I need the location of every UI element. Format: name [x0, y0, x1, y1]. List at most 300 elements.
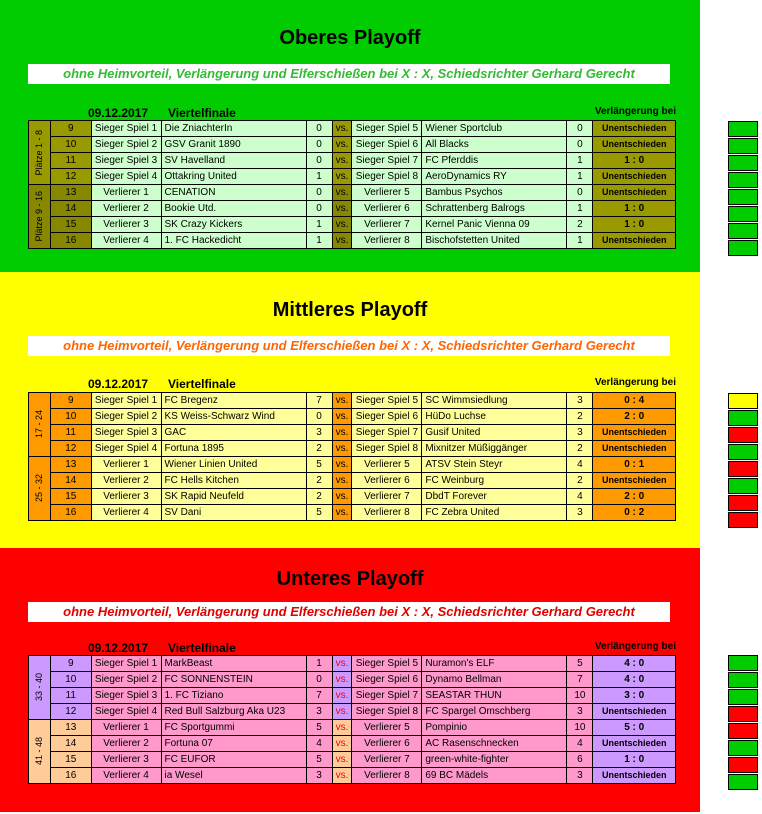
source-label-away: Sieger Spiel 8: [352, 441, 422, 457]
source-label-home: Sieger Spiel 3: [91, 688, 161, 704]
vs-separator: vs.: [332, 505, 352, 521]
middle-playoff-panel: [0, 272, 700, 548]
status-square: [728, 672, 758, 688]
vs-separator: vs.: [332, 473, 352, 489]
bracket-table: [28, 392, 676, 521]
match-row: [29, 393, 676, 409]
source-label-home: Verlierer 1: [91, 185, 161, 201]
game-number: 16: [50, 505, 91, 521]
source-label-away: Verlierer 8: [352, 505, 422, 521]
home-score: 3: [306, 425, 332, 441]
home-team: ia Wesel: [161, 768, 306, 784]
match-row: [29, 233, 676, 249]
source-label-away: Sieger Spiel 5: [352, 393, 422, 409]
source-label-away: Verlierer 7: [352, 752, 422, 768]
match-row: [29, 217, 676, 233]
status-square: [728, 444, 758, 460]
status-square: [728, 461, 758, 477]
game-number: 14: [50, 736, 91, 752]
away-team: SEASTAR THUN: [422, 688, 567, 704]
game-number: 15: [50, 217, 91, 233]
vs-separator: vs.: [332, 736, 352, 752]
source-label-away: Sieger Spiel 5: [352, 121, 422, 137]
source-label-away: Verlierer 8: [352, 233, 422, 249]
away-team: All Blacks: [422, 137, 567, 153]
home-team: Ottakring United: [161, 169, 306, 185]
status-square: [728, 689, 758, 705]
source-label-home: Verlierer 4: [91, 505, 161, 521]
home-score: 7: [306, 393, 332, 409]
overtime-result: 1 : 0: [593, 217, 676, 233]
source-label-away: Verlierer 6: [352, 736, 422, 752]
overtime-result: Unentschieden: [593, 473, 676, 489]
vs-separator: vs.: [332, 409, 352, 425]
source-label-away: Sieger Spiel 8: [352, 169, 422, 185]
status-square: [728, 189, 758, 205]
away-team: FC Weinburg: [422, 473, 567, 489]
away-team: AeroDynamics RY: [422, 169, 567, 185]
match-row: [29, 656, 676, 672]
source-label-away: Verlierer 6: [352, 201, 422, 217]
game-number: 14: [50, 201, 91, 217]
vs-separator: vs.: [332, 672, 352, 688]
home-team: KS Weiss-Schwarz Wind: [161, 409, 306, 425]
match-row: [29, 505, 676, 521]
source-label-home: Sieger Spiel 1: [91, 121, 161, 137]
overtime-result: 1 : 0: [593, 752, 676, 768]
group-label: [29, 185, 51, 249]
source-label-home: Sieger Spiel 3: [91, 425, 161, 441]
match-row: [29, 473, 676, 489]
home-team: Fortuna 1895: [161, 441, 306, 457]
rules-banner: ohne Heimvorteil, Verlängerung und Elferschießen bei X : X, Schiedsrichter Gerhard Gerecht: [28, 336, 670, 356]
source-label-home: Verlierer 2: [91, 201, 161, 217]
away-team: DbdT Forever: [422, 489, 567, 505]
overtime-result: 3 : 0: [593, 688, 676, 704]
match-row: [29, 688, 676, 704]
match-date: 09.12.2017: [88, 641, 149, 655]
vs-separator: vs.: [332, 121, 352, 137]
overtime-result: 1 : 0: [593, 153, 676, 169]
group-label-text: Plätze 1 - 8: [34, 129, 44, 176]
game-number: 11: [50, 425, 91, 441]
source-label-away: Sieger Spiel 7: [352, 425, 422, 441]
rules-banner: ohne Heimvorteil, Verlängerung und Elferschießen bei X : X, Schiedsrichter Gerhard Gerecht: [28, 602, 670, 622]
round-label: Viertelfinale: [168, 106, 236, 120]
vs-separator: vs.: [332, 137, 352, 153]
source-label-away: Sieger Spiel 6: [352, 137, 422, 153]
home-score: 1: [306, 217, 332, 233]
status-square: [728, 495, 758, 511]
away-score: 10: [567, 720, 593, 736]
home-score: 0: [306, 185, 332, 201]
away-score: 1: [567, 201, 593, 217]
overtime-label: Verlängerung bei: [594, 106, 676, 117]
source-label-away: Sieger Spiel 5: [352, 656, 422, 672]
overtime-result: Unentschieden: [593, 233, 676, 249]
overtime-result: 2 : 0: [593, 409, 676, 425]
away-team: Mixnitzer Müßiggänger: [422, 441, 567, 457]
source-label-home: Verlierer 3: [91, 752, 161, 768]
game-number: 11: [50, 688, 91, 704]
overtime-label: Verlängerung bei: [594, 641, 676, 652]
source-label-home: Verlierer 3: [91, 217, 161, 233]
match-row: [29, 768, 676, 784]
away-score: 4: [567, 736, 593, 752]
source-label-away: Sieger Spiel 6: [352, 672, 422, 688]
home-team: Fortuna 07: [161, 736, 306, 752]
match-row: [29, 169, 676, 185]
game-number: 16: [50, 768, 91, 784]
home-team: 1. FC Hackedicht: [161, 233, 306, 249]
vs-separator: vs.: [332, 688, 352, 704]
game-number: 9: [50, 393, 91, 409]
overtime-result: Unentschieden: [593, 441, 676, 457]
vs-separator: vs.: [332, 752, 352, 768]
game-number: 13: [50, 457, 91, 473]
vs-separator: vs.: [332, 720, 352, 736]
home-team: MarkBeast: [161, 656, 306, 672]
status-square: [728, 723, 758, 739]
overtime-label: Verlängerung bei: [594, 377, 676, 388]
match-row: [29, 121, 676, 137]
overtime-result: 4 : 0: [593, 672, 676, 688]
source-label-away: Verlierer 8: [352, 768, 422, 784]
away-team: Schrattenberg Balrogs: [422, 201, 567, 217]
overtime-result: Unentschieden: [593, 704, 676, 720]
away-team: Nuramon's ELF: [422, 656, 567, 672]
home-team: FC Sportgummi: [161, 720, 306, 736]
game-number: 11: [50, 153, 91, 169]
away-score: 2: [567, 473, 593, 489]
status-square: [728, 155, 758, 171]
away-score: 3: [567, 704, 593, 720]
match-date: 09.12.2017: [88, 106, 149, 120]
overtime-result: Unentschieden: [593, 121, 676, 137]
home-team: FC Bregenz: [161, 393, 306, 409]
home-team: SK Crazy Kickers: [161, 217, 306, 233]
home-team: CENATION: [161, 185, 306, 201]
home-team: GAC: [161, 425, 306, 441]
away-score: 10: [567, 688, 593, 704]
match-row: [29, 185, 676, 201]
match-row: [29, 457, 676, 473]
overtime-result: 0 : 2: [593, 505, 676, 521]
round-label: Viertelfinale: [168, 377, 236, 391]
away-team: FC Spargel Omschberg: [422, 704, 567, 720]
match-row: [29, 720, 676, 736]
home-score: 4: [306, 736, 332, 752]
home-score: 3: [306, 704, 332, 720]
overtime-result: Unentschieden: [593, 137, 676, 153]
source-label-away: Verlierer 7: [352, 489, 422, 505]
rules-banner: ohne Heimvorteil, Verlängerung und Elferschießen bei X : X, Schiedsrichter Gerhard Gerecht: [28, 64, 670, 84]
away-score: 0: [567, 137, 593, 153]
game-number: 12: [50, 169, 91, 185]
bracket-table: [28, 120, 676, 249]
home-score: 2: [306, 489, 332, 505]
group-label-text: 25 - 32: [34, 474, 44, 503]
home-score: 2: [306, 441, 332, 457]
vs-separator: vs.: [332, 169, 352, 185]
status-square: [728, 757, 758, 773]
overtime-result: Unentschieden: [593, 736, 676, 752]
overtime-result: 2 : 0: [593, 489, 676, 505]
home-score: 5: [306, 752, 332, 768]
away-score: 1: [567, 169, 593, 185]
group-label: [29, 393, 51, 457]
vs-separator: vs.: [332, 768, 352, 784]
source-label-home: Verlierer 1: [91, 720, 161, 736]
away-team: FC Zebra United: [422, 505, 567, 521]
away-score: 3: [567, 505, 593, 521]
away-score: 2: [567, 409, 593, 425]
source-label-home: Sieger Spiel 1: [91, 393, 161, 409]
away-team: Wiener Sportclub: [422, 121, 567, 137]
status-square: [728, 740, 758, 756]
top-playoff-panel: [0, 0, 700, 272]
home-team: FC SONNENSTEIN: [161, 672, 306, 688]
vs-separator: vs.: [332, 457, 352, 473]
round-header: [28, 106, 676, 120]
away-team: Dynamo Bellman: [422, 672, 567, 688]
game-number: 13: [50, 720, 91, 736]
source-label-home: Sieger Spiel 3: [91, 153, 161, 169]
home-score: 5: [306, 505, 332, 521]
vs-separator: vs.: [332, 656, 352, 672]
source-label-away: Verlierer 5: [352, 457, 422, 473]
source-label-away: Verlierer 7: [352, 217, 422, 233]
status-square: [728, 206, 758, 222]
game-number: 10: [50, 409, 91, 425]
source-label-away: Verlierer 5: [352, 185, 422, 201]
source-label-away: Sieger Spiel 7: [352, 688, 422, 704]
game-number: 12: [50, 441, 91, 457]
status-square: [728, 655, 758, 671]
away-score: 1: [567, 233, 593, 249]
vs-separator: vs.: [332, 489, 352, 505]
group-label-text: 41 - 48: [34, 737, 44, 766]
match-row: [29, 137, 676, 153]
vs-separator: vs.: [332, 201, 352, 217]
source-label-home: Sieger Spiel 2: [91, 137, 161, 153]
away-score: 3: [567, 393, 593, 409]
home-score: 1: [306, 233, 332, 249]
home-team: 1. FC Tiziano: [161, 688, 306, 704]
away-score: 7: [567, 672, 593, 688]
source-label-home: Sieger Spiel 4: [91, 704, 161, 720]
home-team: Die ZniachterIn: [161, 121, 306, 137]
away-score: 5: [567, 656, 593, 672]
match-row: [29, 752, 676, 768]
status-square: [728, 706, 758, 722]
match-row: [29, 409, 676, 425]
status-square: [728, 172, 758, 188]
away-score: 0: [567, 185, 593, 201]
away-team: SC Wimmsiedlung: [422, 393, 567, 409]
match-date: 09.12.2017: [88, 377, 149, 391]
status-square: [728, 138, 758, 154]
overtime-result: Unentschieden: [593, 425, 676, 441]
match-row: [29, 672, 676, 688]
group-label: [29, 656, 51, 720]
home-score: 0: [306, 153, 332, 169]
away-score: 3: [567, 425, 593, 441]
home-team: GSV Granit 1890: [161, 137, 306, 153]
status-square: [728, 410, 758, 426]
section-title: Oberes Playoff: [279, 27, 421, 49]
home-score: 1: [306, 169, 332, 185]
game-number: 16: [50, 233, 91, 249]
group-label-text: 17 - 24: [34, 410, 44, 439]
overtime-result: 0 : 1: [593, 457, 676, 473]
home-team: Bookie Utd.: [161, 201, 306, 217]
source-label-home: Verlierer 2: [91, 473, 161, 489]
home-score: 0: [306, 121, 332, 137]
vs-separator: vs.: [332, 185, 352, 201]
overtime-result: 4 : 0: [593, 656, 676, 672]
home-team: Wiener Linien United: [161, 457, 306, 473]
home-score: 2: [306, 473, 332, 489]
round-header: [28, 641, 676, 655]
group-label-text: 33 - 40: [34, 673, 44, 702]
status-square: [728, 393, 758, 409]
status-square: [728, 774, 758, 790]
vs-separator: vs.: [332, 153, 352, 169]
status-square: [728, 512, 758, 528]
bracket-table: [28, 655, 676, 784]
home-score: 5: [306, 720, 332, 736]
match-row: [29, 489, 676, 505]
section-title: Mittleres Playoff: [272, 299, 428, 321]
game-number: 15: [50, 489, 91, 505]
away-score: 6: [567, 752, 593, 768]
game-number: 14: [50, 473, 91, 489]
overtime-result: 5 : 0: [593, 720, 676, 736]
away-score: 1: [567, 153, 593, 169]
round-label: Viertelfinale: [168, 641, 236, 655]
group-label: [29, 457, 51, 521]
source-label-home: Verlierer 4: [91, 233, 161, 249]
vs-separator: vs.: [332, 425, 352, 441]
home-score: 7: [306, 688, 332, 704]
status-square: [728, 478, 758, 494]
source-label-home: Sieger Spiel 2: [91, 672, 161, 688]
away-team: ATSV Stein Steyr: [422, 457, 567, 473]
away-team: Bambus Psychos: [422, 185, 567, 201]
home-score: 5: [306, 457, 332, 473]
vs-separator: vs.: [332, 217, 352, 233]
home-team: Red Bull Salzburg Aka U23: [161, 704, 306, 720]
group-label-text: Plätze 9 - 16: [34, 191, 44, 242]
vs-separator: vs.: [332, 393, 352, 409]
home-score: 0: [306, 137, 332, 153]
status-squares-bottom: [728, 655, 758, 791]
match-row: [29, 201, 676, 217]
home-team: SV Dani: [161, 505, 306, 521]
away-score: 2: [567, 441, 593, 457]
source-label-home: Verlierer 4: [91, 768, 161, 784]
match-row: [29, 425, 676, 441]
match-row: [29, 153, 676, 169]
home-score: 0: [306, 672, 332, 688]
source-label-home: Sieger Spiel 4: [91, 441, 161, 457]
status-squares-middle: [728, 393, 758, 529]
away-team: HüDo Luchse: [422, 409, 567, 425]
home-team: SK Rapid Neufeld: [161, 489, 306, 505]
vs-separator: vs.: [332, 233, 352, 249]
bottom-playoff-panel: [0, 548, 700, 812]
group-label: [29, 121, 51, 185]
source-label-away: Verlierer 5: [352, 720, 422, 736]
game-number: 9: [50, 656, 91, 672]
away-team: Gusif United: [422, 425, 567, 441]
away-team: AC Rasenschnecken: [422, 736, 567, 752]
home-score: 0: [306, 409, 332, 425]
away-score: 2: [567, 217, 593, 233]
away-team: FC Pferddis: [422, 153, 567, 169]
group-label: [29, 720, 51, 784]
game-number: 13: [50, 185, 91, 201]
source-label-away: Sieger Spiel 7: [352, 153, 422, 169]
status-square: [728, 223, 758, 239]
source-label-away: Verlierer 6: [352, 473, 422, 489]
match-row: [29, 704, 676, 720]
away-team: Bischofstetten United: [422, 233, 567, 249]
home-team: SV Havelland: [161, 153, 306, 169]
away-score: 0: [567, 121, 593, 137]
home-team: FC Hells Kitchen: [161, 473, 306, 489]
away-score: 4: [567, 489, 593, 505]
overtime-result: Unentschieden: [593, 768, 676, 784]
source-label-home: Verlierer 3: [91, 489, 161, 505]
overtime-result: 0 : 4: [593, 393, 676, 409]
status-squares-top: [728, 121, 758, 257]
status-square: [728, 121, 758, 137]
source-label-home: Verlierer 2: [91, 736, 161, 752]
source-label-away: Sieger Spiel 6: [352, 409, 422, 425]
match-row: [29, 441, 676, 457]
round-header: [28, 377, 676, 391]
overtime-result: Unentschieden: [593, 185, 676, 201]
home-score: 0: [306, 201, 332, 217]
home-score: 1: [306, 656, 332, 672]
away-team: Pompinio: [422, 720, 567, 736]
away-team: 69 BC Mädels: [422, 768, 567, 784]
home-team: FC EUFOR: [161, 752, 306, 768]
game-number: 15: [50, 752, 91, 768]
source-label-home: Sieger Spiel 4: [91, 169, 161, 185]
section-title: Unteres Playoff: [276, 568, 424, 590]
away-team: green-white-fighter: [422, 752, 567, 768]
source-label-away: Sieger Spiel 8: [352, 704, 422, 720]
home-score: 3: [306, 768, 332, 784]
game-number: 9: [50, 121, 91, 137]
status-square: [728, 427, 758, 443]
match-row: [29, 736, 676, 752]
vs-separator: vs.: [332, 441, 352, 457]
source-label-home: Verlierer 1: [91, 457, 161, 473]
vs-separator: vs.: [332, 704, 352, 720]
status-square: [728, 240, 758, 256]
source-label-home: Sieger Spiel 2: [91, 409, 161, 425]
game-number: 12: [50, 704, 91, 720]
game-number: 10: [50, 137, 91, 153]
away-team: Kernel Panic Vienna 09: [422, 217, 567, 233]
overtime-result: 1 : 0: [593, 201, 676, 217]
away-score: 4: [567, 457, 593, 473]
game-number: 10: [50, 672, 91, 688]
